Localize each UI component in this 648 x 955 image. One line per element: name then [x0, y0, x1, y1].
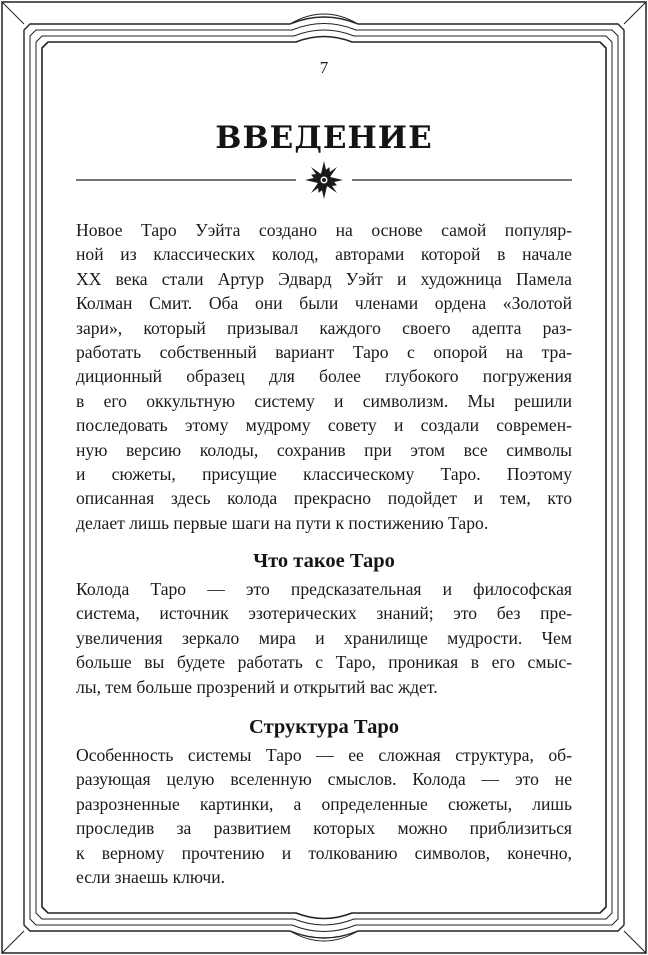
- page-title: ВВЕДЕНИЕ: [215, 120, 433, 156]
- intro-paragraph: [76, 218, 572, 535]
- text-line: увеличения зеркало мира и хранилище мудрости. Чем: [76, 627, 572, 648]
- text-line: в его оккультную систему и символизм. Мы решили: [76, 390, 572, 411]
- text-line: Новое Таро Уэйта создано на основе самой популяр-: [76, 220, 572, 240]
- section-paragraph-what-is-tarot: [76, 577, 572, 699]
- text-line: проследив за развитием которых можно приблизиться: [76, 818, 572, 839]
- text-line: диционный образец для более глубокого погружения: [76, 366, 572, 387]
- star-icon: [305, 161, 343, 199]
- text-line: разрозненные картинки, а определенные сюжеты, лишь: [76, 793, 572, 814]
- text-line: Особенность системы Таро — ее сложная структура, об-: [76, 745, 572, 765]
- text-line: ной из классических колод, авторами которой в начале: [76, 244, 572, 265]
- star-divider: [70, 160, 578, 200]
- text-line: работать собственный вариант Таро с опорой на тра-: [76, 342, 572, 363]
- section-heading-what-is-tarot: Что такое Таро: [253, 550, 395, 572]
- text-line: зари», который призывал каждого своего адепта раз-: [76, 317, 572, 338]
- text-line: система, источник эзотерических знаний; это без пре-: [76, 603, 572, 624]
- text-line: к верному прочтению и толкованию символов, конечно,: [76, 842, 572, 863]
- text-line: и сюжеты, присущие классическому Таро. Поэтому: [76, 464, 572, 485]
- text-line: описанная здесь колода прекрасно подойдет и тем, кто: [76, 488, 572, 509]
- text-line: последовать этому мудрому совету и создали современ-: [76, 415, 572, 436]
- text-line: если знаешь ключи.: [76, 867, 226, 888]
- text-line: делает лишь первые шаги на пути к постижению Таро.: [76, 512, 489, 533]
- text-line: Колода Таро — это предсказательная и философская: [76, 579, 572, 599]
- text-line: разующая целую вселенную смыслов. Колода — это не: [76, 769, 572, 790]
- text-line: XX века стали Артур Эдвард Уэйт и художница Памела: [76, 268, 572, 289]
- section-heading-tarot-structure: Структура Таро: [249, 716, 399, 738]
- text-line: лы, тем больше прозрений и открытий вас ждет.: [76, 676, 438, 697]
- page-number: 7: [319, 58, 329, 77]
- text-line: ную версию колоды, сохранив при этом все символы: [76, 439, 572, 460]
- section-paragraph-tarot-structure: [76, 743, 572, 889]
- text-line: больше вы будете работать с Таро, проникая в его смыс-: [76, 652, 572, 673]
- text-line: Колман Смит. Оба они были членами ордена «Золотой: [76, 293, 572, 314]
